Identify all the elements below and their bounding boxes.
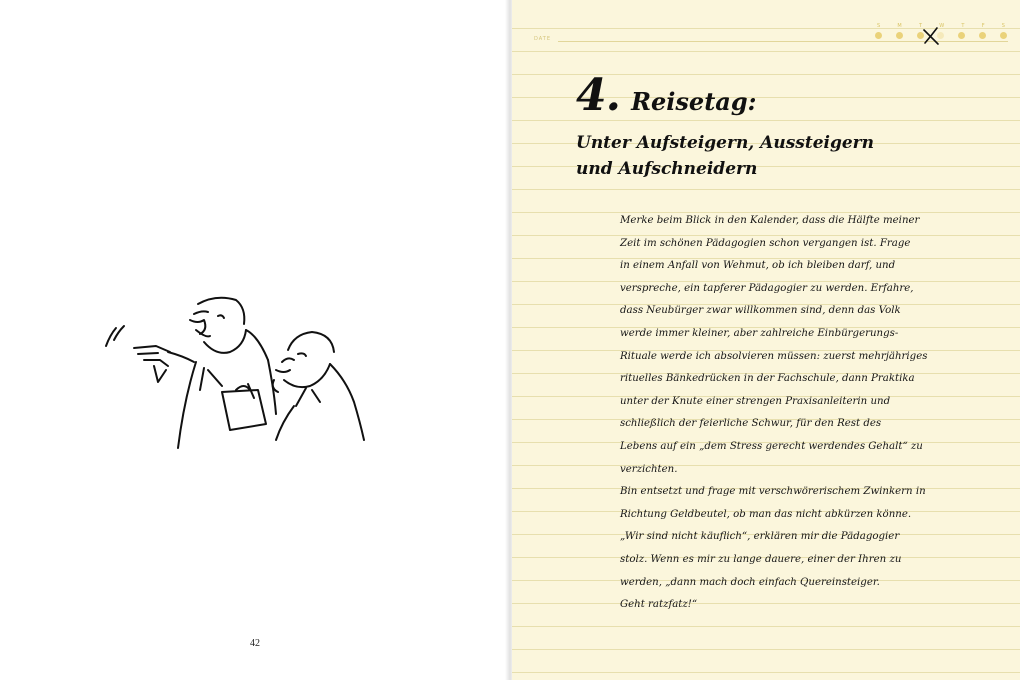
weekday-letter: W — [939, 23, 945, 29]
body-line: Zeit im schönen Pädagogien schon vergangen ist. Frage — [620, 237, 911, 249]
right-page — [512, 0, 1020, 680]
sketch-illustration — [98, 290, 370, 456]
weekday-letter: F — [981, 23, 985, 29]
subtitle-line: Unter Aufsteigern, Aussteigern — [576, 133, 874, 153]
weekday-letter: S — [1001, 23, 1005, 29]
chapter-title-text: Reisetag: — [631, 87, 757, 116]
date-label: DATE — [534, 36, 552, 42]
weekday-dot — [875, 32, 882, 39]
weekday-letter: S — [877, 23, 881, 29]
weekday-letter: M — [897, 23, 902, 29]
body-line: unter der Knute einer strengen Praxisanleiterin und — [620, 395, 891, 407]
body-line: stolz. Wenn es mir zu lange dauere, einer der Ihren zu — [620, 553, 902, 565]
subtitle-line: und Aufschneidern — [576, 159, 758, 179]
body-line: in einem Anfall von Wehmut, ob ich bleiben darf, und — [620, 260, 896, 272]
body-line: rituelles Bänkedrücken in der Fachschule, dann Praktika — [620, 373, 915, 385]
body-line: Lebens auf ein „dem Stress gerecht werdendes Gehalt“ zu — [620, 440, 923, 452]
chapter-title — [576, 70, 756, 121]
body-line: dass Neubürger zwar willkommen sind, denn das Volk — [620, 305, 901, 317]
handwritten-body-text — [620, 210, 928, 617]
weekday-dot — [958, 32, 965, 39]
weekday-letter: T — [918, 23, 923, 29]
weekday-dot — [979, 32, 986, 39]
weekday-cross-mark — [920, 23, 945, 47]
body-line: Bin entsetzt und frage mit verschwörerischem Zwinkern in — [620, 486, 926, 498]
body-line: Merke beim Blick in den Kalender, dass die Hälfte meiner — [620, 215, 920, 226]
weekday-dot — [896, 32, 903, 39]
body-line: „Wir sind nicht käuflich“, erklären mir die Pädagogier — [620, 531, 900, 543]
weekday-dot — [1000, 32, 1007, 39]
body-line: Geht ratzfatz!“ — [620, 599, 698, 611]
body-line: verspreche, ein tapferer Pädagogier zu werden. Erfahre, — [620, 282, 914, 294]
body-line: schließlich der feierliche Schwur, für den Rest des — [620, 418, 882, 430]
body-line: verzichten. — [620, 463, 678, 475]
chapter-subtitle — [576, 130, 874, 182]
body-line: Richtung Geldbeutel, ob man das nicht abkürzen könne. — [620, 508, 912, 520]
weekday-letter: T — [961, 23, 965, 29]
body-line: Rituale werde ich absolvieren müssen: zuerst mehrjähriges — [620, 350, 928, 362]
body-line: werde immer kleiner, aber zahlreiche Einbürgerungs- — [620, 327, 899, 339]
chapter-number: 4. — [576, 70, 620, 121]
body-line: werden, „dann mach doch einfach Quereinsteiger. — [620, 576, 880, 588]
page-number: 42 — [250, 638, 260, 649]
